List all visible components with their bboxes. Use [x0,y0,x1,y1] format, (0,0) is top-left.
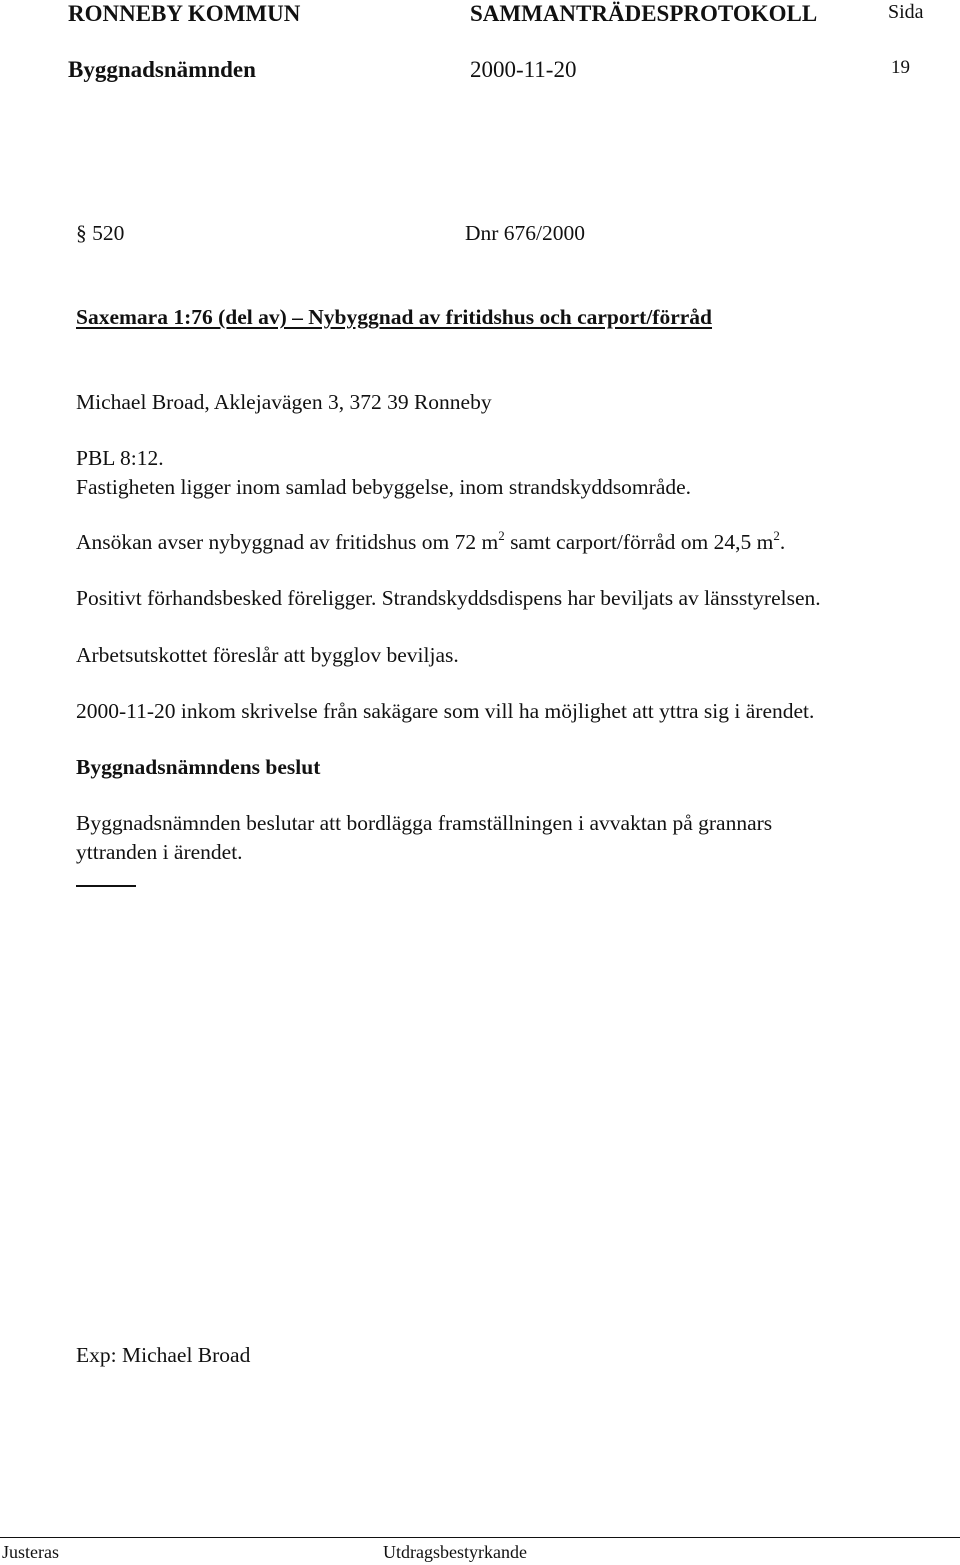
decision-line-2: yttranden i ärendet. [76,840,243,864]
superscript-1: 2 [498,528,505,543]
dispatch-note: Exp: Michael Broad [76,1343,251,1367]
committee-proposal: Arbetsutskottet föreslår att bygglov beviljas. [76,643,459,667]
decision-heading: Byggnadsnämndens beslut [76,755,321,779]
decision-line-1: Byggnadsnämnden beslutar att bordlägga framställningen i avvaktan på grannars [76,811,773,835]
page-label: Sida [888,1,924,23]
end-rule [76,885,136,887]
preliminary-notice: Positivt förhandsbesked föreligger. Strandskyddsdispens har beviljats av länsstyrelsen. [76,586,821,610]
meeting-date: 2000-11-20 [470,57,577,82]
incoming-letter: 2000-11-20 inkom skrivelse från sakägare som vill ha möjlighet att yttra sig i ärendet. [76,699,815,723]
diary-number: Dnr 676/2000 [465,221,586,245]
section-mark: § [76,221,87,245]
footer-adjusted-label: Justeras [2,1542,59,1562]
board-name: Byggnadsnämnden [68,57,256,82]
application-part-1: Ansökan avser nybyggnad av fritidshus om 72 m [76,530,499,554]
item-title: Saxemara 1:76 (del av) – Nybyggnad av fritidshus och carport/förråd [76,305,713,329]
page-number: 19 [891,57,910,78]
footer-rule [0,1537,960,1538]
law-reference: PBL 8:12. [76,446,164,470]
protocol-title: SAMMANTRÄDESPROTOKOLL [470,1,818,26]
applicant: Michael Broad, Aklejavägen 3, 372 39 Ronneby [76,390,492,414]
section-number-value: 520 [92,221,125,245]
municipality-name: RONNEBY KOMMUN [68,1,301,26]
application-text [76,530,785,555]
footer-extract-certified-label: Utdragsbestyrkande [383,1542,527,1562]
application-part-2: samt carport/förråd om 24,5 m [504,530,774,554]
application-part-3: . [779,530,786,554]
superscript-2: 2 [773,528,780,543]
property-note: Fastigheten ligger inom samlad bebyggelse, inom strandskyddsområde. [76,475,692,499]
section-number [76,221,124,246]
